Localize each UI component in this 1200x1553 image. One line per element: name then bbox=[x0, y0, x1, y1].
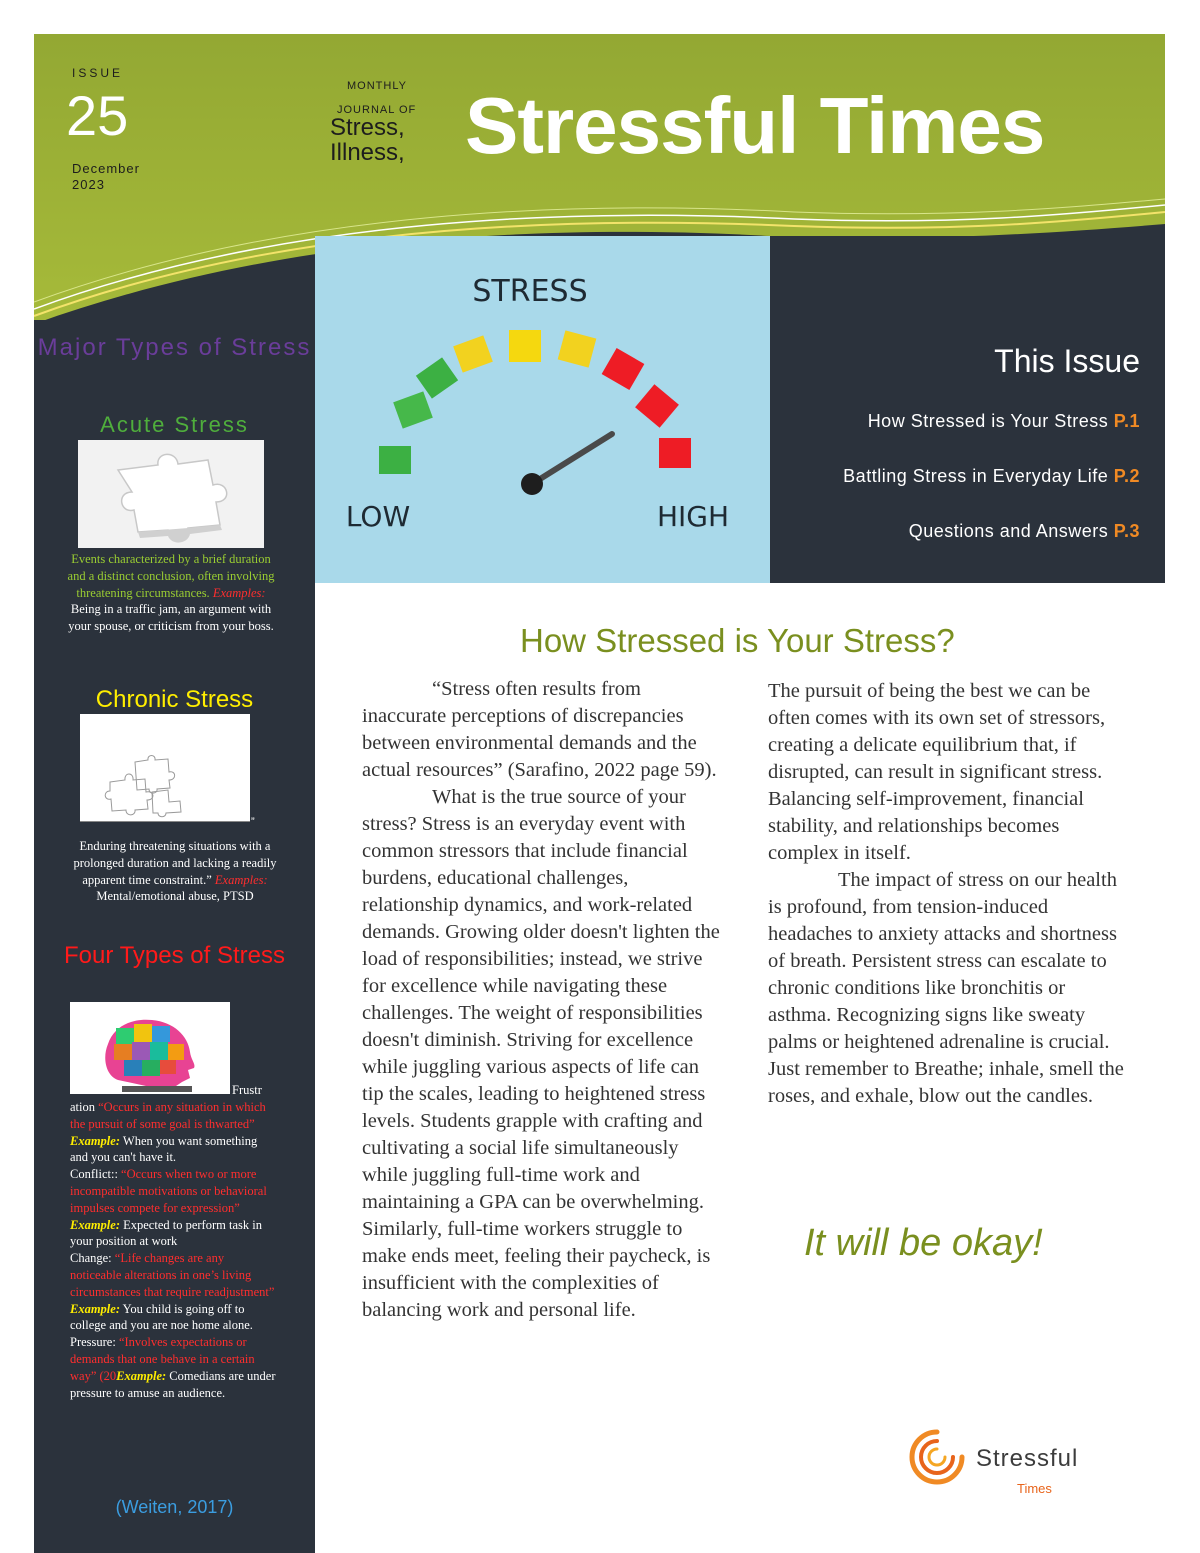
issue-month: December bbox=[72, 161, 140, 176]
frustration-example: When you want something and you can't have it. bbox=[70, 1133, 258, 1165]
article-column-2 bbox=[768, 678, 1128, 1110]
toc-item-page: P.3 bbox=[1113, 521, 1140, 541]
change-example-label: Example: bbox=[70, 1301, 120, 1316]
issue-label: ISSUE bbox=[72, 66, 124, 80]
pressure-word: Pressure: bbox=[70, 1335, 119, 1350]
puzzle-piece-image bbox=[78, 440, 264, 548]
acute-examples-text: Being in a traffic jam, an argument with your spouse, or criticism from your boss. bbox=[68, 602, 274, 634]
gauge-high-label: HIGH bbox=[656, 500, 730, 533]
issue-number: 25 bbox=[66, 84, 129, 147]
toc-item-label: Battling Stress in Everyday Life bbox=[843, 466, 1114, 486]
puzzle-sketch-image bbox=[80, 714, 250, 822]
conflict-example-label: Example: bbox=[70, 1217, 120, 1232]
swirl-logo-icon bbox=[908, 1428, 966, 1486]
chronic-examples-label: Examples: bbox=[211, 872, 268, 887]
article-title: How Stressed is Your Stress? bbox=[520, 622, 955, 659]
toc-item-page: P.2 bbox=[1113, 466, 1140, 486]
journal-of-label: JOURNAL OF bbox=[337, 104, 417, 116]
pressure-quote: “Involves expectations or demands that one behave in a certain way” (20 bbox=[70, 1335, 255, 1383]
chronic-text: Enduring threatening situations with a prolonged duration and lacking a readily apparent time constraint.” bbox=[73, 839, 277, 887]
monthly-label: MONTHLY bbox=[347, 80, 407, 92]
pressure-example-label: Example: bbox=[116, 1368, 167, 1383]
journal-subject-line1: Stress, bbox=[330, 114, 405, 141]
gauge-title: STRESS bbox=[472, 274, 588, 309]
issue-year: 2023 bbox=[72, 177, 105, 192]
four-image-tail: Frustr bbox=[232, 1083, 262, 1097]
acute-stress-description bbox=[64, 551, 278, 635]
closing-statement: It will be okay! bbox=[804, 1222, 1043, 1264]
change-word: Change: bbox=[70, 1251, 115, 1266]
stress-gauge-image bbox=[315, 236, 770, 583]
acute-stress-heading: Acute Stress bbox=[100, 412, 249, 437]
change-quote: “Life changes are any noticeable alterations in one’s living circumstances that require readjustment” bbox=[70, 1251, 275, 1299]
acute-text: Events characterized by a brief duration and a distinct conclusion, often involving threatening circumstances. bbox=[67, 552, 275, 600]
toc-item[interactable] bbox=[843, 466, 1140, 487]
article-paragraph: The impact of stress on our health is profound, from tension-induced headaches to anxiety attacks and shortness of breath. Persistent stress can escalate to chronic conditions like bronchitis or asthma. Recognizing signs like sweaty palms or heightened adrenaline is crucial. Just remember to Breathe; inhale, smell the roses, and exhale, blow out the candles. bbox=[768, 869, 1124, 1107]
chronic-image-tail: ” bbox=[251, 816, 255, 828]
gauge-low-label: LOW bbox=[345, 500, 411, 533]
pressure-example: Comedians are under pressure to amuse an audience. bbox=[70, 1368, 276, 1400]
article-paragraph: What is the true source of your stress? Stress is an everyday event with common stressors that include financial burdens, educational challenges, relationship dynamics, and work-related demands. Growing older doesn't lighten the load of responsibilities; instead, we strive for excellence while navigating these challenges. The weight of responsibilities doesn't diminish. Striving for excellence while juggling various aspects of life can tip the scales, leading to heightened stress levels. Students grapple with crafting and cultivating a social life simultaneously while juggling full-time work and maintaining a GPA can be overwhelming. Similarly, full-time workers struggle to make ends meet, feeling their paycheck, is insufficient with the complexities of balancing work and personal life. bbox=[362, 786, 720, 1321]
conflict-quote: “Occurs when two or more incompatible motivations or behavioral impulses compete for expression” bbox=[70, 1167, 267, 1215]
sidebar-citation: (Weiten, 2017) bbox=[115, 1497, 234, 1517]
frustration-quote: “Occurs in any situation in which the pursuit of some goal is thwarted” bbox=[70, 1100, 266, 1131]
four-types-heading: Four Types of Stress bbox=[64, 942, 285, 969]
toc-item[interactable] bbox=[909, 521, 1140, 542]
article-paragraph: The pursuit of being the best we can be often comes with its own set of stressors, creating a delicate equilibrium that, if disrupted, can result in significant stress. Balancing self-improvement, financial stability, and relationships becomes complex in itself. bbox=[768, 680, 1106, 864]
journal-subject-line2: Illness, bbox=[330, 139, 405, 166]
article-column-1 bbox=[362, 676, 722, 1324]
this-issue-heading: This Issue bbox=[994, 343, 1140, 379]
chronic-image-rule bbox=[80, 821, 250, 822]
masthead-title: Stressful Times bbox=[465, 81, 1045, 170]
colorful-head-puzzle-image bbox=[70, 1002, 230, 1094]
conflict-example: Expected to perform task in your position at work bbox=[70, 1217, 262, 1249]
chronic-stress-heading: Chronic Stress bbox=[95, 686, 254, 713]
article-paragraph: “Stress often results from inaccurate perceptions of discrepancies between environmental demands and the actual resources” (Sarafino, 2022 page 59). bbox=[362, 678, 717, 781]
logo-subtitle: Times bbox=[1017, 1481, 1052, 1496]
toc-item[interactable] bbox=[868, 411, 1140, 432]
frustration-word: ation bbox=[70, 1100, 99, 1114]
change-example: You child is going off to college and you are noe home alone. bbox=[70, 1301, 253, 1333]
four-types-description bbox=[70, 1099, 276, 1401]
chronic-examples-text: Mental/emotional abuse, PTSD bbox=[96, 889, 254, 904]
toc-item-label: How Stressed is Your Stress bbox=[867, 411, 1114, 431]
toc-item-label: Questions and Answers bbox=[908, 521, 1114, 541]
frustration-example-label: Example: bbox=[70, 1133, 120, 1148]
logo-wordmark: Stressful bbox=[976, 1445, 1079, 1472]
toc-item-page: P.1 bbox=[1113, 411, 1140, 431]
conflict-word: Conflict:: bbox=[70, 1167, 122, 1182]
major-types-heading: Major Types of Stress bbox=[37, 334, 312, 361]
chronic-stress-description bbox=[68, 838, 282, 905]
acute-examples-label: Examples: bbox=[212, 585, 266, 600]
